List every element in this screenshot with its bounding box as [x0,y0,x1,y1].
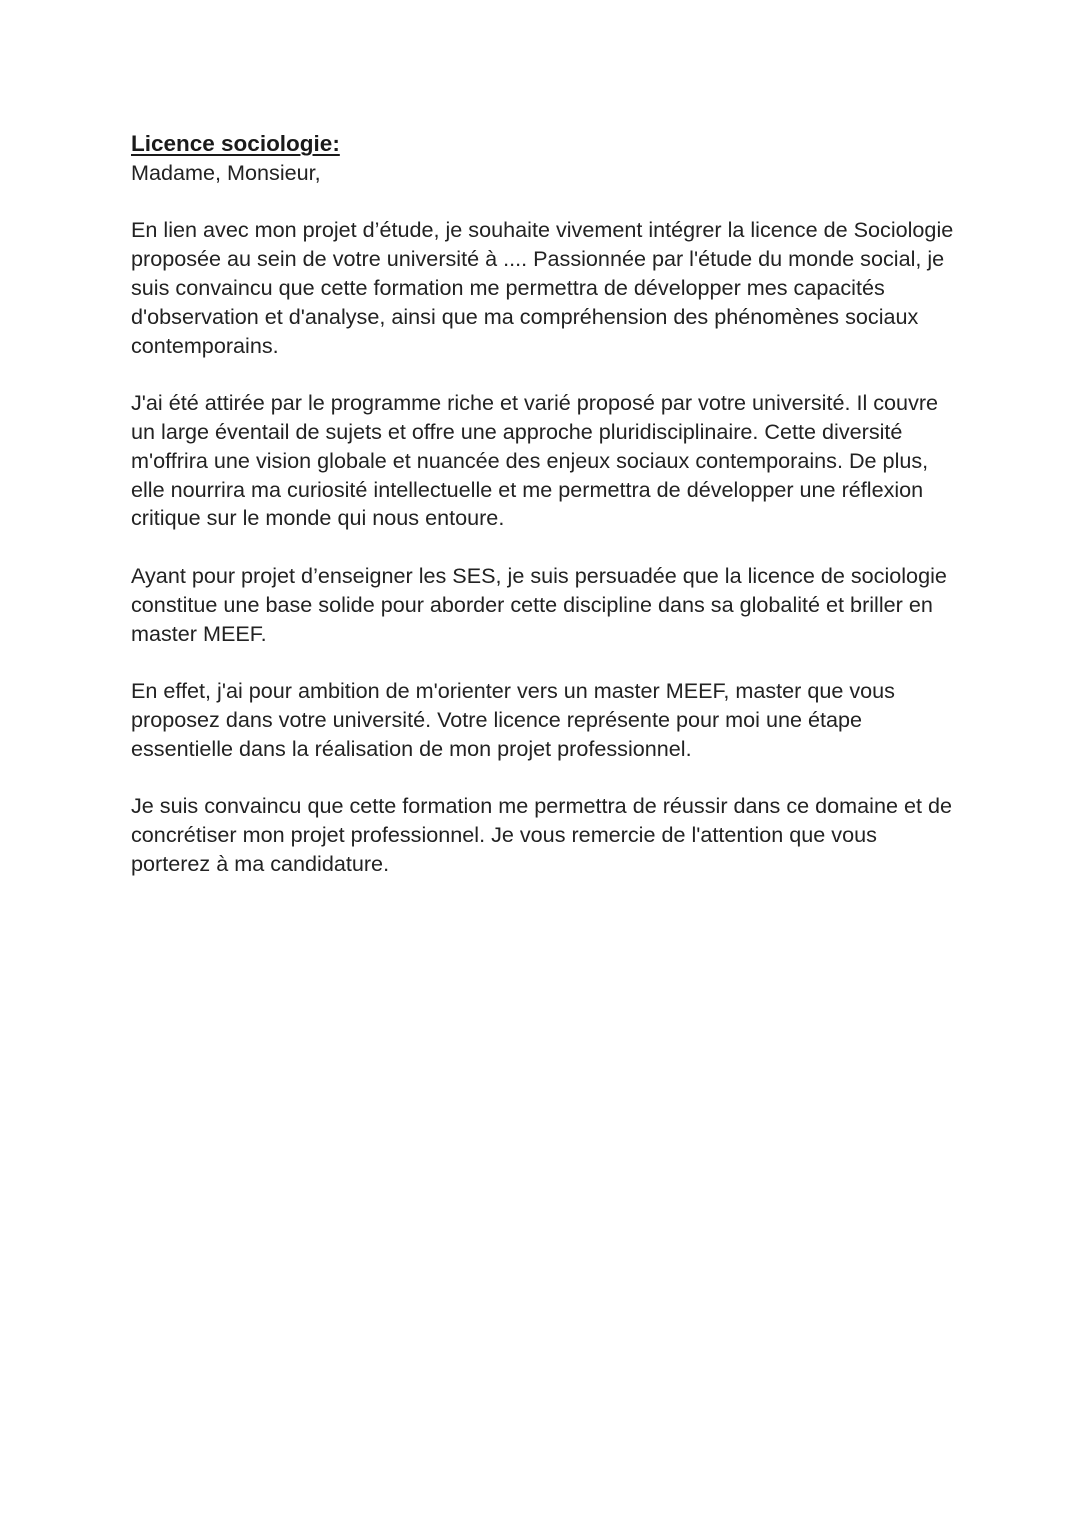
paragraph-program: J'ai été attirée par le programme riche et varié proposé par votre université. Il couvre un large éventail de sujets et offre une approche pluridisciplinaire. Cette diversité m'offrira une vision globale et nuancée des enjeux sociaux contemporains. De plus, elle nourrira ma curiosité intellectuelle et me permettra de développer une réflexion critique sur le monde qui nous entoure. [131,390,939,531]
salutation: Madame, Monsieur, [131,159,321,185]
paragraph-master-meef: En effet, j'ai pour ambition de m'orienter vers un master MEEF, master que vous proposez dans votre université. Votre licence représente pour moi une étape essentielle dans la réalisation de mon projet professionnel. [131,678,895,761]
paragraph-closing: Je suis convaincu que cette formation me permettra de réussir dans ce domaine et de concrétiser mon projet professionnel. Je vous remercie de l'attention que vous porterez à ma candidature. [131,793,952,876]
letter-body [131,130,961,908]
letter-title: Licence sociologie: [131,131,340,156]
paragraph-teaching-project: Ayant pour projet d’enseigner les SES, je suis persuadée que la licence de sociologie constitue une base solide pour aborder cette discipline dans sa globalité et briller en master MEEF. [131,562,947,646]
paragraph-intro: En lien avec mon projet d’étude, je souhaite vivement intégrer la licence de Sociologie proposée au sein de votre université à .... Passionnée par l'étude du monde social, je suis convaincu que cette formation me permettra de développer mes capacités d'observation et d'analyse, ainsi que ma compréhension des phénomènes sociaux contemporains. [131,217,954,358]
